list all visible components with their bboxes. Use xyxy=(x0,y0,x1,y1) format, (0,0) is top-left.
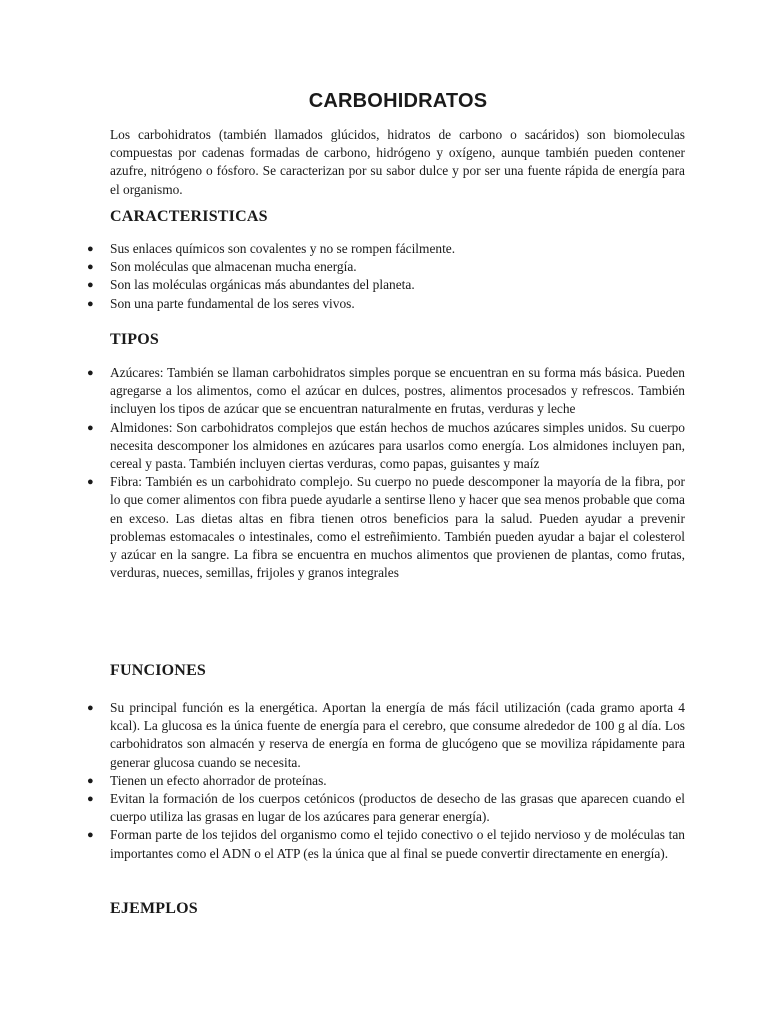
bullet-icon: ● xyxy=(87,702,94,714)
bullet-icon: ● xyxy=(87,243,94,255)
list-item: ● Son las moléculas orgánicas más abundantes del planeta. xyxy=(110,276,685,294)
bullet-icon: ● xyxy=(87,421,94,434)
section-heading-funciones: FUNCIONES xyxy=(110,662,207,679)
list-item: ● Almidones: Son carbohidratos complejos que están hechos de muchos azúcares simples unidos. Su cuerpo necesita descomponer los almidones en azúcares para usarlos como energía. Los almidones incluyen pan, cereal y pasta. También incluyen ciertas verduras, como papas, guisantes y maíz xyxy=(87,419,685,472)
list-item: ● Azúcares: También se llaman carbohidratos simples porque se encuentran en su forma más básica. Pueden agregarse a los alimentos, como el azúcar en dulces, postres, alimentos procesados y refrescos. También incluyen los tipos de azúcar que se encuentran naturalmente en frutas, verduras y leche xyxy=(87,365,685,417)
bullet-icon: ● xyxy=(87,261,94,274)
bullet-icon: ● xyxy=(87,297,94,310)
list-item: ● Evitan la formación de los cuerpos cetónicos (productos de desecho de las grasas que aparecen cuando el cuerpo utiliza las grasas en lugar de los azúcares para generar energía). xyxy=(87,791,685,825)
section-heading-tipos: TIPOS xyxy=(110,331,160,348)
page-title: CARBOHIDRATOS xyxy=(308,90,488,112)
section-heading-ejemplos: EJEMPLOS xyxy=(110,900,198,917)
caracteristicas-list xyxy=(87,240,685,313)
section-heading-caracteristicas: CARACTERISTICAS xyxy=(110,208,268,225)
intro-paragraph: Los carbohidratos (también llamados glúcidos, hidratos de carbono o sacáridos) son biomoleculas compuestas por cadenas formadas de carbono, hidrógeno y oxígeno, aunque también pueden contener azufre, nitrógeno o fósforo. Se caracterizan por su sabor dulce y por ser una fuente rápida de energía para el organismo. xyxy=(110,127,685,197)
list-item: ● Son moléculas que almacenan mucha energía. xyxy=(110,258,685,276)
list-item: ● Fibra: También es un carbohidrato complejo. Su cuerpo no puede descomponer la mayoría de la fibra, por lo que comer alimentos con fibra puede ayudarle a sentirse lleno y hacer que sea menos probable que coma en exceso. Las dietas altas en fibra tienen otros beneficios para la salud. Pueden ayudar a prevenir problemas estomacales o intestinales, como el estreñimiento. También pueden ayudar a bajar el colesterol y azúcar en la sangre. La fibra se encuentra en muchos alimentos que provienen de plantas, como frutas, verduras, nueces, semillas, frijoles y granos integrales xyxy=(87,474,685,581)
list-item: ● Son una parte fundamental de los seres vivos. xyxy=(110,295,685,313)
funciones-list xyxy=(87,699,685,863)
bullet-icon: ● xyxy=(87,279,94,292)
bullet-icon: ● xyxy=(87,476,94,489)
bullet-icon: ● xyxy=(87,774,94,787)
list-item: ● Forman parte de los tejidos del organismo como el tejido conectivo o el tejido nervioso y de moléculas tan importantes como el ADN o el ATP (es la única que al final se puede convertir directamente en energía). xyxy=(87,827,685,861)
list-item: ● Tienen un efecto ahorrador de proteínas. xyxy=(110,772,685,790)
list-item: ● Sus enlaces químicos son covalentes y no se rompen fácilmente. xyxy=(110,240,685,258)
bullet-icon: ● xyxy=(87,829,94,842)
bullet-icon: ● xyxy=(87,793,94,806)
bullet-icon: ● xyxy=(87,367,94,379)
tipos-list xyxy=(87,364,685,582)
list-item: ● Su principal función es la energética. Aportan la energía de más fácil utilización (cada gramo aporta 4 kcal). La glucosa es la única fuente de energía para el cerebro, que consume alrededor de 100 g al día. Los carbohidratos son almacén y reserva de energía en forma de glucógeno que se moviliza rápidamente para generar glucosa cuando se necesita. xyxy=(87,700,685,770)
